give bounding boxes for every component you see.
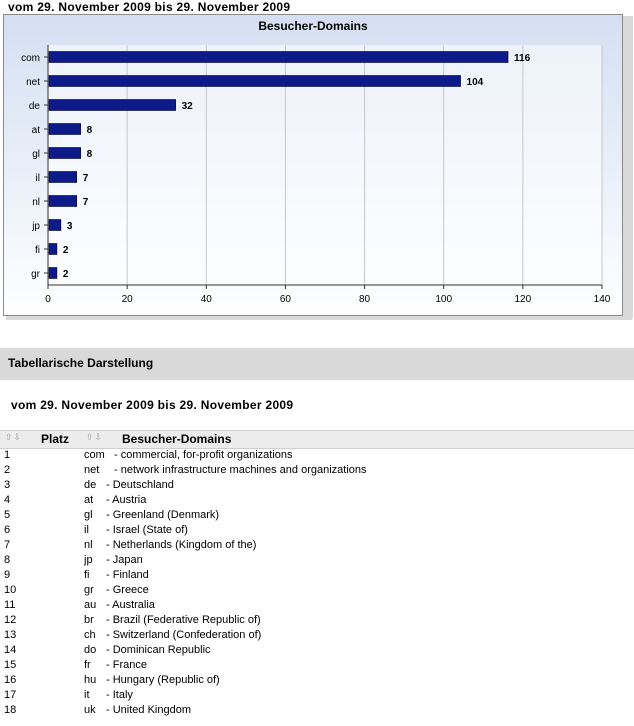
domain-code-cell: ch [84,629,96,641]
domain-name-cell: - Greece [106,584,149,596]
domain-code-cell: gr [84,584,94,596]
domain-name-cell: - network infrastructure machines and organizations [114,464,367,476]
table-row [0,448,634,463]
table-row [0,658,634,673]
rank-cell: 14 [4,644,17,656]
chart-shadow [623,16,633,318]
rank-cell: 4 [4,494,11,506]
x-tick-label: 140 [593,294,611,305]
domain-name-cell: - Italy [106,689,133,701]
domain-code-cell: il [84,524,89,536]
table-row [0,688,634,703]
domain-name-cell: - commercial, for-profit organizations [114,449,293,461]
chart-title: Besucher-Domains [258,19,368,33]
domain-code-cell: au [84,599,97,611]
domain-code-cell: net [84,464,100,476]
table-row [0,703,634,718]
rank-cell: 1 [4,449,11,461]
domain-name-cell: - France [106,659,147,671]
table-row [0,643,634,658]
value-label: 32 [181,101,193,112]
x-tick-label: 80 [359,294,371,305]
category-label: nl [32,197,40,208]
table-header [0,430,634,449]
bar-net [49,76,461,87]
domain-code-cell: nl [84,539,93,551]
bar-chart-panel [3,14,623,316]
domain-name-cell: - Japan [106,554,143,566]
category-label: gr [31,269,40,280]
chart-shadow-bottom [6,316,632,320]
domain-code-cell: do [84,644,97,656]
domain-name-cell: - Hungary (Republic of) [106,674,220,686]
category-label: at [31,125,40,136]
column-header-rank[interactable]: Platz [41,432,70,446]
domain-code-cell: hu [84,674,97,686]
x-tick-label: 40 [200,294,212,305]
category-label: com [21,53,40,64]
bar-gl [49,148,81,159]
table-row [0,598,634,613]
table-row [0,568,634,583]
domain-code-cell: uk [84,704,96,716]
table-row [0,463,634,478]
rank-cell: 7 [4,539,11,551]
x-tick-label: 120 [514,294,532,305]
x-tick-label: 100 [435,294,453,305]
domain-name-cell: - Deutschland [106,479,174,491]
bar-de [49,100,176,111]
rank-cell: 13 [4,629,17,641]
bar-fi [49,244,57,255]
value-label: 8 [86,149,93,160]
bar-jp [49,220,61,231]
value-label: 7 [82,197,89,208]
x-tick-label: 60 [279,294,291,305]
domain-code-cell: fi [84,569,90,581]
table-body [0,448,634,718]
category-label: de [28,101,40,112]
domain-code-cell: fr [84,659,91,671]
table-row [0,538,634,553]
domain-code-cell: br [84,614,94,626]
rank-cell: 8 [4,554,11,566]
table-row [0,553,634,568]
value-label: 104 [466,77,484,88]
domain-code-cell: at [84,494,94,506]
rank-cell: 3 [4,479,11,491]
domain-name-cell: - Brazil (Federative Republic of) [106,614,261,626]
x-tick-label: 20 [121,294,133,305]
rank-cell: 15 [4,659,17,671]
domain-code-cell: gl [84,509,93,521]
domain-name-cell: - Dominican Republic [106,644,211,656]
table-row [0,583,634,598]
domain-code-cell: com [84,449,105,461]
domain-code-cell: it [84,689,90,701]
table-row [0,613,634,628]
category-label: fi [35,245,40,256]
x-tick-label: 0 [45,294,51,305]
domain-code-cell: jp [84,554,93,566]
rank-cell: 9 [4,569,11,581]
rank-cell: 2 [4,464,11,476]
domain-name-cell: - Netherlands (Kingdom of the) [106,539,257,551]
rank-cell: 18 [4,704,17,716]
rank-cell: 10 [4,584,17,596]
value-label: 2 [62,245,69,256]
table-row [0,478,634,493]
bar-il [49,172,77,183]
value-label: 116 [514,53,531,64]
rank-cell: 6 [4,524,11,536]
domain-code-cell: de [84,479,97,491]
domain-name-cell: - United Kingdom [106,704,191,716]
section-title: Tabellarische Darstellung [8,356,154,370]
table-row [0,493,634,508]
domain-name-cell: - Israel (State of) [106,524,188,536]
table-row [0,673,634,688]
category-label: net [26,77,40,88]
rank-cell: 5 [4,509,11,521]
column-header-domain[interactable]: Besucher-Domains [122,432,232,446]
domain-name-cell: - Australia [106,599,155,611]
category-label: gl [32,149,40,160]
bar-com [49,52,508,63]
category-label: il [35,173,40,184]
table-row [0,523,634,538]
domain-name-cell: - Switzerland (Confederation of) [106,629,262,641]
rank-cell: 16 [4,674,17,686]
table-row [0,628,634,643]
table-row [0,508,634,523]
bar-gr [49,268,57,279]
rank-cell: 17 [4,689,17,701]
category-label: jp [32,221,40,232]
sort-arrows-icon[interactable]: ⇧⇩ [5,432,23,442]
value-label: 3 [66,221,73,232]
bar-at [49,124,81,135]
domain-name-cell: - Greenland (Denmark) [106,509,220,521]
rank-cell: 11 [4,599,16,611]
rank-cell: 12 [4,614,17,626]
section-header [0,348,634,380]
value-label: 7 [82,173,89,184]
bar-nl [49,196,77,207]
sort-arrows-icon[interactable]: ⇧⇩ [86,432,104,442]
value-label: 8 [86,125,93,136]
report-date-range: vom 29. November 2009 bis 29. November 2009 [8,0,291,14]
bar-chart [4,15,622,315]
domain-name-cell: - Finland [106,569,149,581]
value-label: 2 [62,269,69,280]
table-date-range: vom 29. November 2009 bis 29. November 2009 [11,398,294,412]
domain-name-cell: - Austria [106,494,147,506]
